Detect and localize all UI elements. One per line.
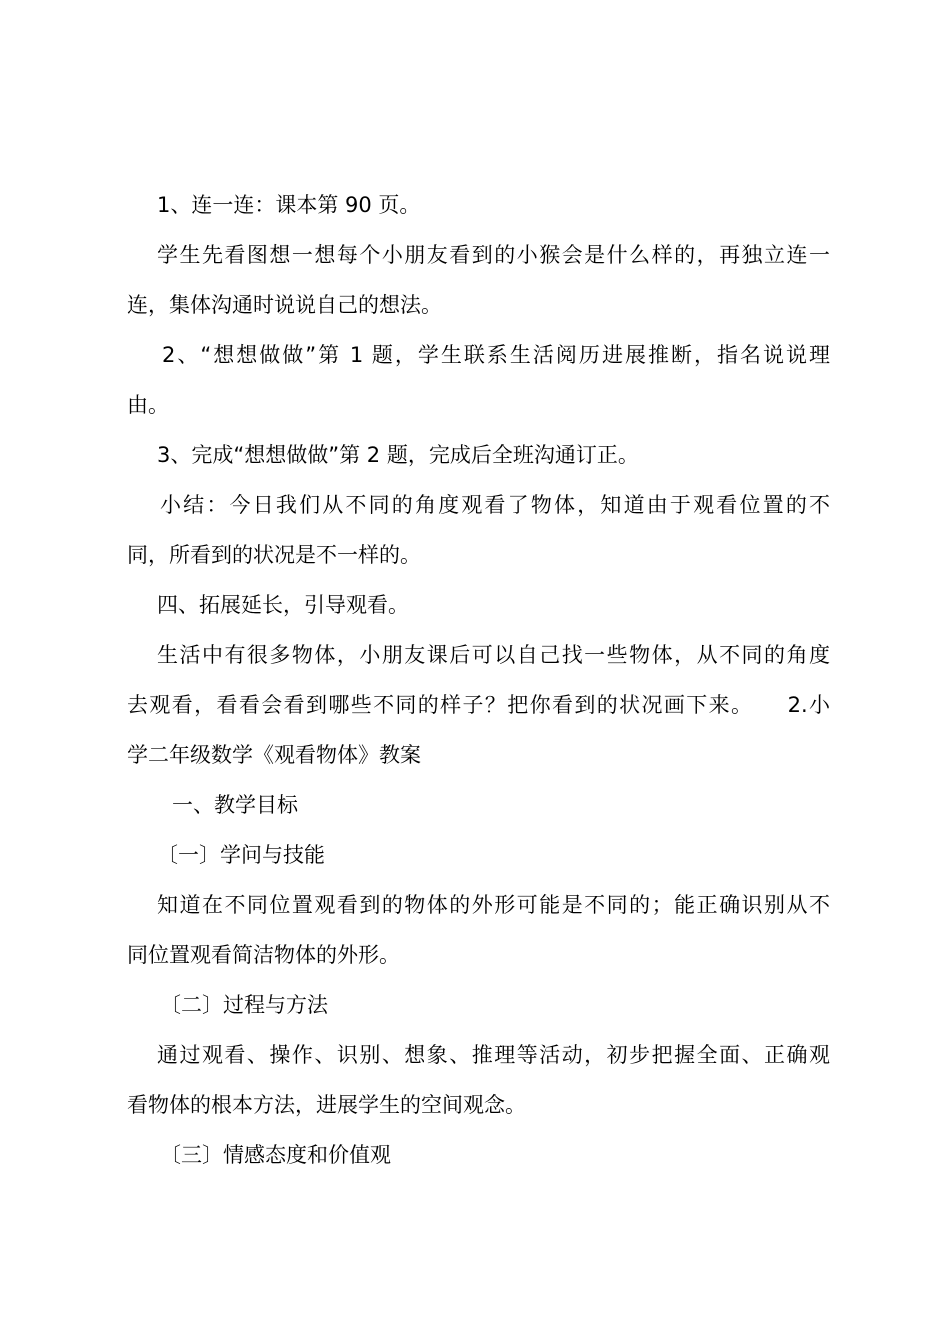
text-line-12: 学二年级数学《观看物体》教案 xyxy=(127,743,421,767)
text-line-11: 去观看，看看会看到哪些不同的样子？把你看到的状况画下来。 2.小 xyxy=(127,693,830,717)
text-line-5: 由。 xyxy=(127,393,169,417)
text-line-1: 1、连一连：课本第 90 页。 xyxy=(157,193,421,217)
text-line-7: 小结：今日我们从不同的角度观看了物体，知道由于观看位置的不 xyxy=(160,493,830,517)
text-line-18: 通过观看、操作、识别、想象、推理等活动，初步把握全面、正确观 xyxy=(157,1043,830,1067)
text-line-14: 〔一〕学问与技能 xyxy=(157,843,325,867)
text-line-6: 3、完成“想想做做”第 2 题，完成后全班沟通订正。 xyxy=(157,443,639,467)
text-line-16: 同位置观看简洁物体的外形。 xyxy=(127,943,400,967)
text-line-8: 同，所看到的状况是不一样的。 xyxy=(127,543,421,567)
text-line-2: 学生先看图想一想每个小朋友看到的小猴会是什么样的，再独立连一 xyxy=(157,243,830,267)
text-line-10: 生活中有很多物体，小朋友课后可以自己找一些物体，从不同的角度 xyxy=(157,643,830,667)
text-line-9: 四、拓展延长，引导观看。 xyxy=(157,593,409,617)
text-line-17: 〔二〕过程与方法 xyxy=(160,993,328,1017)
text-line-13: 一、教学目标 xyxy=(172,793,298,817)
text-line-3: 连，集体沟通时说说自己的想法。 xyxy=(127,293,442,317)
text-line-4: 2、“想想做做”第 1 题，学生联系生活阅历进展推断，指名说说理 xyxy=(162,343,830,367)
text-line-19: 看物体的根本方法，进展学生的空间观念。 xyxy=(127,1093,526,1117)
text-line-20: 〔三〕情感态度和价值观 xyxy=(160,1143,391,1167)
text-line-15: 知道在不同位置观看到的物体的外形可能是不同的；能正确识别从不 xyxy=(157,893,830,917)
